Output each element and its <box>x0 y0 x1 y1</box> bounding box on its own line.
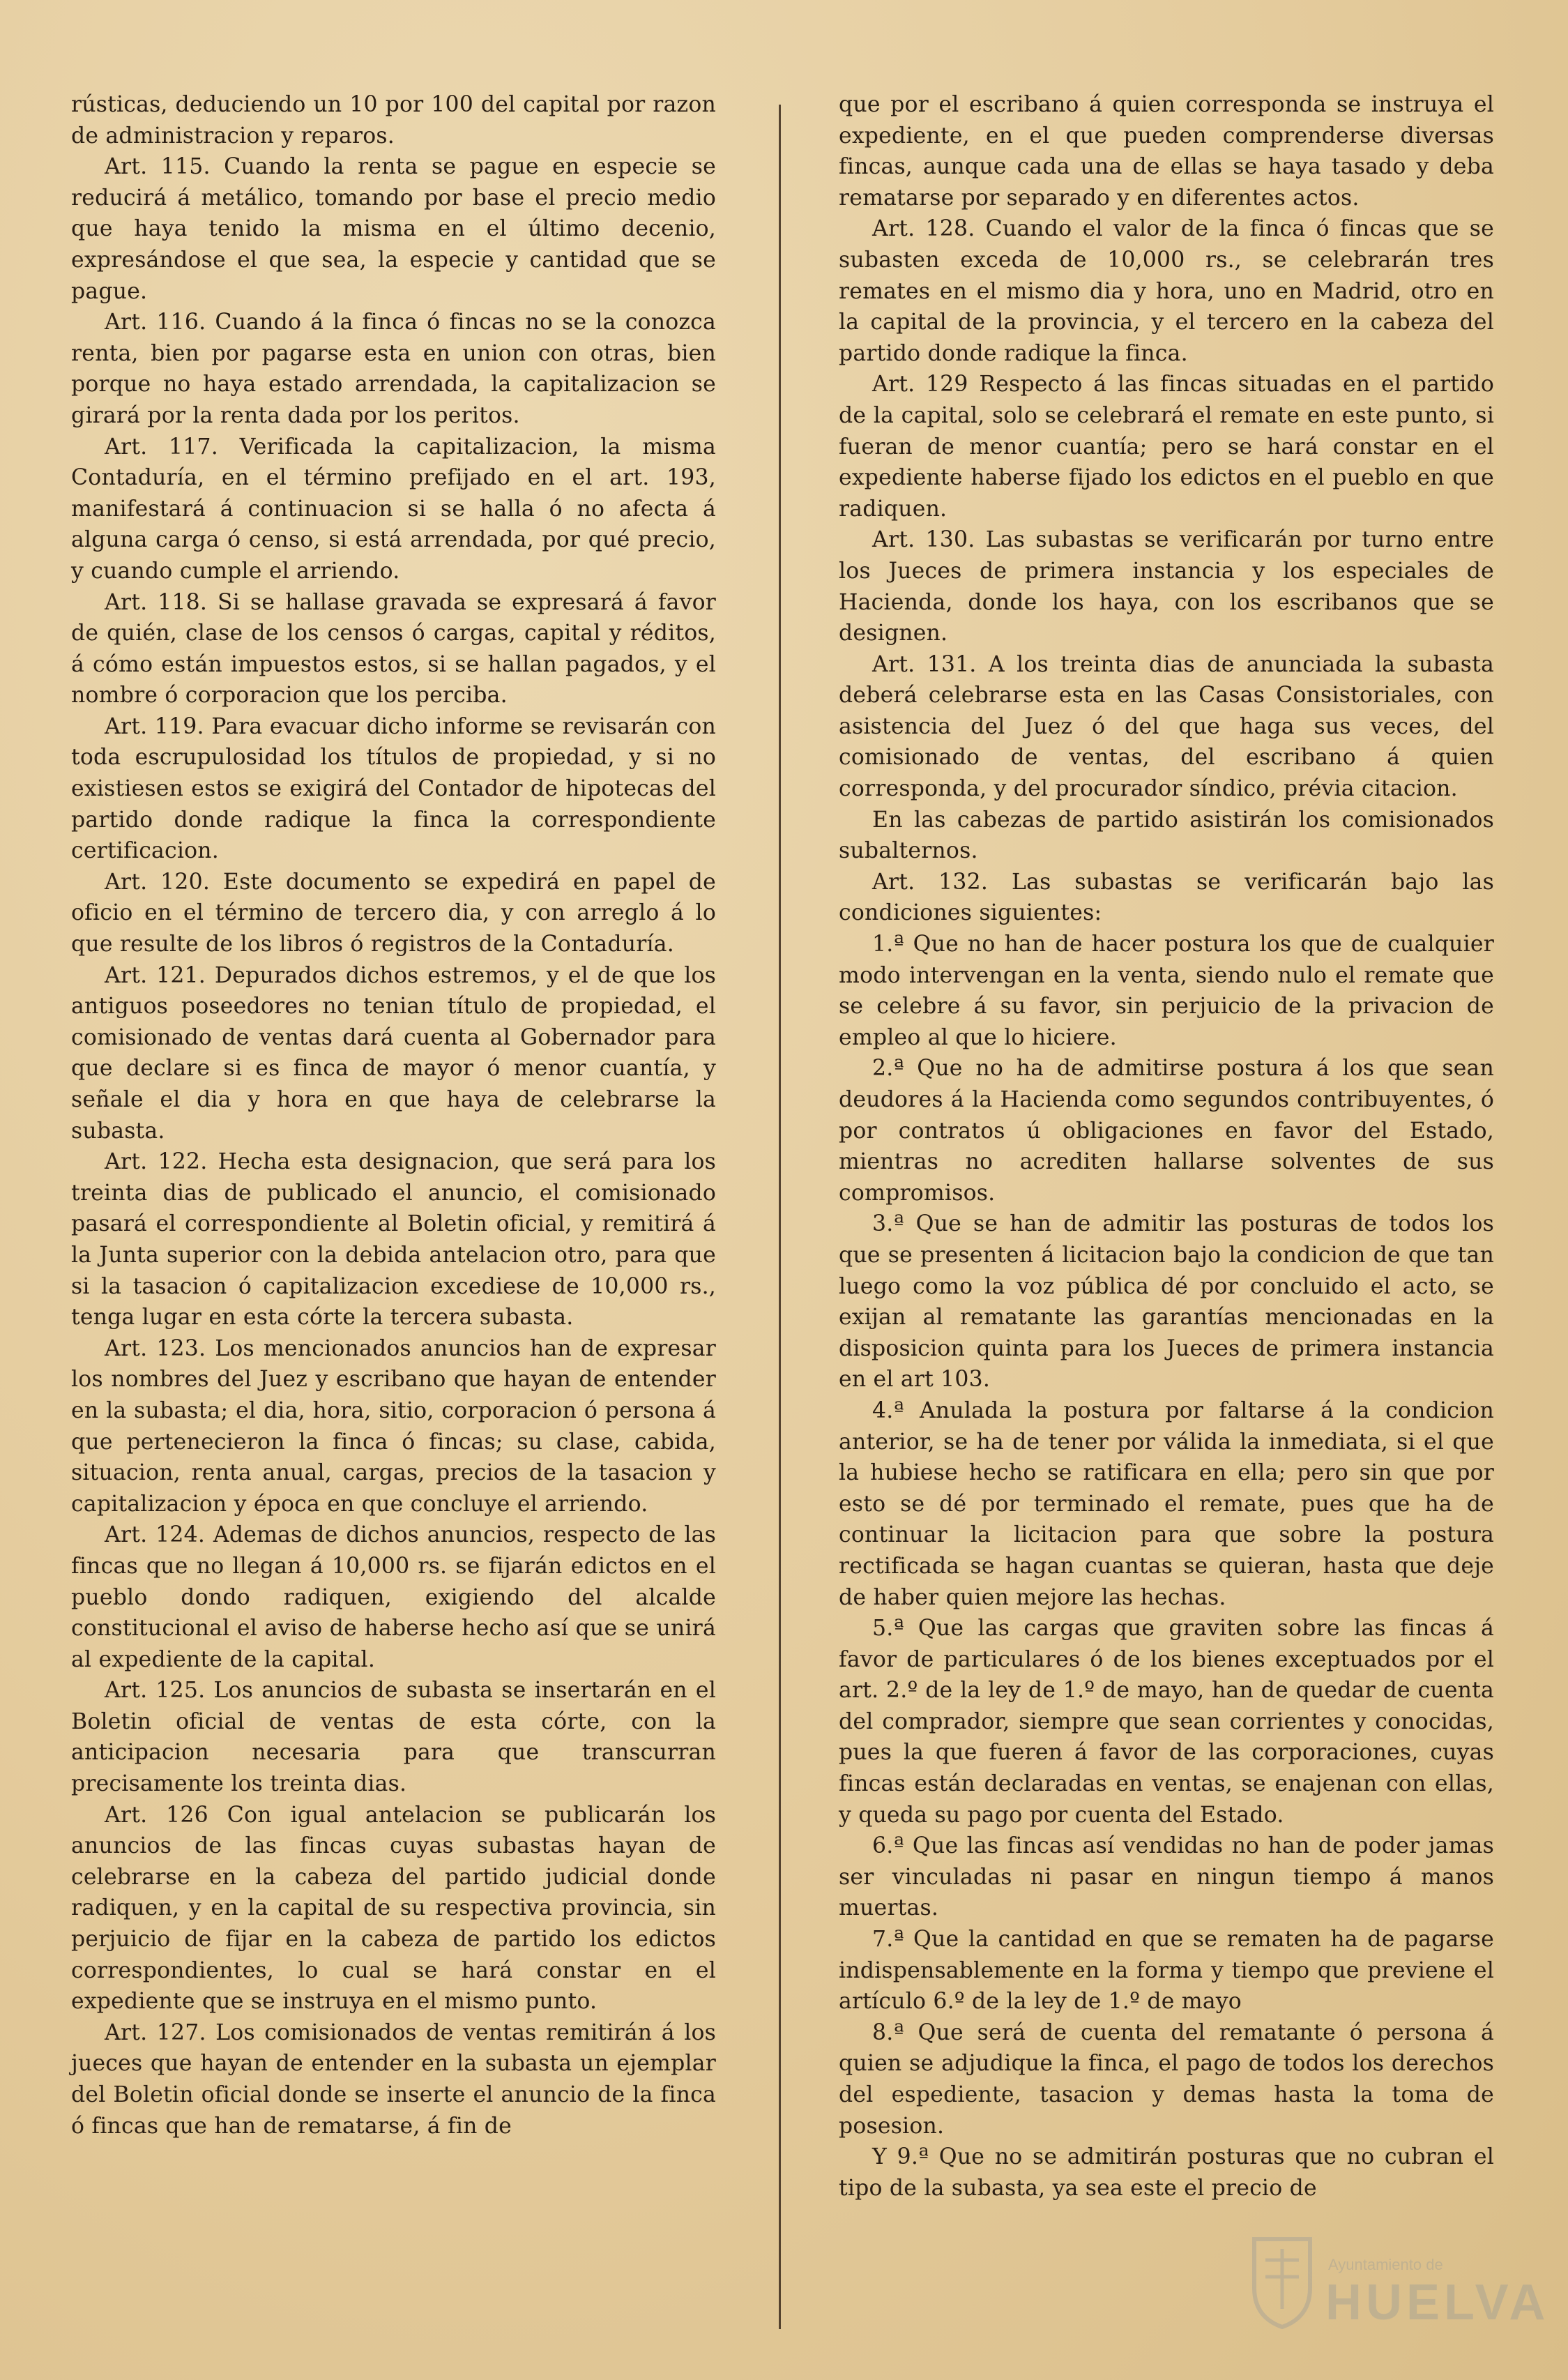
paragraph: 3.ª Que se han de admitir las posturas de todos los que se presenten á licitacion bajo la condicion de que tan luego como la voz pública dé por concluido el acto, se exijan al rematante las garantías mencionadas en la disposicion quinta para los Jueces de primera instancia en el art 103. <box>839 1211 1494 1393</box>
paragraph: Art. 122. Hecha esta designacion, que será para los treinta dias de publicado el anuncio, el comisionado pasará el correspondiente al Boletin oficial, y remitirá á la Junta superior con la debida antelacion otro, para que si la tasacion ó capitalizacion excediese de 10,000 rs., tenga lugar en esta córte la tercera subasta. <box>71 1149 716 1331</box>
paragraph: Art. 125. Los anuncios de subasta se insertarán en el Boletin oficial de ventas de esta córte, con la anticipacion necesaria para que transcurran precisamente los treinta dias. <box>71 1678 716 1797</box>
paragraph: 2.ª Que no ha de admitirse postura á los que sean deudores á la Hacienda como segundos contribuyentes, ó por contratos ú obligaciones en favor del Estado, mientras no acrediten hallarse solventes de sus compromisos. <box>839 1056 1494 1206</box>
paragraph: Art. 130. Las subastas se verificarán por turno entre los Jueces de primera instancia y los especiales de Hacienda, donde los haya, con los escribanos que se designen. <box>839 527 1494 646</box>
watermark-line2: HUELVA <box>1325 2275 1550 2330</box>
paragraph: Art. 117. Verificada la capitalizacion, la misma Contaduría, en el término prefijado en el art. 193, manifestará á continuacion si se halla ó no afecta á alguna carga ó censo, si está arrendada, por qué precio, y cuando cumple el arriendo. <box>71 434 716 584</box>
paragraph: Y 9.ª Que no se admitirán posturas que no cubran el tipo de la subasta, ya sea este el precio de <box>839 2144 1494 2201</box>
paragraph: Art. 115. Cuando la renta se pague en especie se reducirá á metálico, tomando por base el precio medio que haya tenido la misma en el último decenio, expresándose el que sea, la especie y cantidad que se pague. <box>71 154 716 304</box>
paragraph: Art. 116. Cuando á la finca ó fincas no se la conozca renta, bien por pagarse esta en union con otras, bien porque no haya estado arrendada, la capitalizacion se girará por la renta dada por los peritos. <box>71 310 716 428</box>
paragraph: que por el escribano á quien corresponda se instruya el expediente, en el que pueden comprenderse diversas fincas, aunque cada una de ellas se haya tasado y deba rematarse por separado y en diferentes actos. <box>839 92 1494 211</box>
paragraph: En las cabezas de partido asistirán los comisionados subalternos. <box>839 807 1494 864</box>
paragraph: Art. 121. Depurados dichos estremos, y el de que los antiguos poseedores no tenian título de propiedad, el comisionado de ventas dará cuenta al Gobernador para que declare si es finca de mayor ó menor cuantía, y señale el dia y hora en que haya de celebrarse la subasta. <box>71 962 716 1144</box>
left-column <box>71 89 716 2142</box>
paragraph: rústicas, deduciendo un 10 por 100 del capital por razon de administracion y reparos. <box>71 92 716 149</box>
paragraph: 7.ª Que la cantidad en que se rematen ha de pagarse indispensablemente en la forma y tiempo que previene el artículo 6.º de la ley de 1.º de mayo <box>839 1927 1494 2015</box>
paragraph: 8.ª Que será de cuenta del rematante ó persona á quien se adjudique la finca, el pago de todos los derechos del espediente, tasacion y demas hasta la toma de posesion. <box>839 2019 1494 2139</box>
paragraph: 4.ª Anulada la postura por faltarse á la condicion anterior, se ha de tener por válida la inmediata, si el que la hubiese hecho se ratificara en ella; pero sin que por esto se dé por terminado el remate, pues que ha de continuar la licitacion para que sobre la postura rectificada se hagan cuantas se quieran, hasta que deje de haber quien mejore las hechas. <box>839 1397 1494 1610</box>
paragraph: Art. 124. Ademas de dichos anuncios, respecto de las fincas que no llegan á 10,000 rs. se fijarán edictos en el pueblo dondo radiquen, exigiendo del alcalde constitucional el aviso de haberse hecho así que se unirá al expediente de la capital. <box>71 1522 716 1672</box>
paragraph: Art. 123. Los mencionados anuncios han de expresar los nombres del Juez y escribano que hayan de entender en la subasta; el dia, hora, sitio, corporacion ó persona á que pertenecieron la finca ó fincas; su clase, cabida, situacion, renta anual, cargas, precios de la tasacion y capitalizacion y época en que concluye el arriendo. <box>71 1335 716 1517</box>
paragraph: Art. 120. Este documento se expedirá en papel de oficio en el término de tercero dia, y con arreglo á lo que resulte de los libros ó registros de la Contaduría. <box>71 869 716 957</box>
right-column <box>839 89 1494 2204</box>
paragraph: Art. 129 Respecto á las fincas situadas en el partido de la capital, solo se celebrará el remate en este punto, si fueran de menor cuantía; pero se hará constar en el expediente haberse fijado los edictos en el pueblo en que radiquen. <box>839 372 1494 522</box>
paragraph: Art. 128. Cuando el valor de la finca ó fincas que se subasten exceda de 10,000 rs., se celebrarán tres remates en el mismo dia y hora, uno en Madrid, otro en la capital de la provincia, y el tercero en la cabeza del partido donde radique la finca. <box>839 216 1494 366</box>
paragraph: Art. 118. Si se hallase gravada se expresará á favor de quién, clase de los censos ó cargas, capital y réditos, á cómo están impuestos estos, si se hallan pagados, y el nombre ó corporacion que los perciba. <box>71 589 716 708</box>
paragraph: Art. 131. A los treinta dias de anunciada la subasta deberá celebrarse esta en las Casas Consistoriales, con asistencia del Juez ó del que haga sus veces, del comisionado de ventas, del escribano á quien corresponda, y del procurador síndico, prévia citacion. <box>839 651 1494 802</box>
watermark <box>1242 2213 1550 2352</box>
paragraph: Art. 132. Las subastas se verificarán bajo las condiciones siguientes: <box>839 869 1494 926</box>
paragraph: 1.ª Que no han de hacer postura los que de cualquier modo intervengan en la venta, siendo nulo el remate que se celebre á su favor, sin perjuicio de la privacion de empleo al que lo hiciere. <box>839 932 1494 1050</box>
paragraph: Art. 119. Para evacuar dicho informe se revisarán con toda escrupulosidad los títulos de propiedad, y si no existiesen estos se exigirá del Contador de hipotecas del partido donde radique la finca la correspondiente certificacion. <box>71 713 716 864</box>
coat-of-arms-icon <box>1249 2232 1316 2330</box>
paragraph: 5.ª Que las cargas que graviten sobre las fincas á favor de particulares ó de los bienes exceptuados por el art. 2.º de la ley de 1.º de mayo, han de quedar de cuenta del comprador, siempre que sean corrientes y conocidas, pues la que fueren á favor de las corporaciones, cuyas fincas están declaradas en ventas, se enajenan con ellas, y queda su pago por cuenta del Estado. <box>839 1616 1494 1828</box>
watermark-line1: Ayuntamiento de <box>1328 2256 1443 2273</box>
paragraph: 6.ª Que las fincas así vendidas no han de poder jamas ser vinculadas ni pasar en ningun tiempo á manos muertas. <box>839 1833 1494 1921</box>
paragraph: Art. 126 Con igual antelacion se publicarán los anuncios de las fincas cuyas subastas hayan de celebrarse en la cabeza del partido judicial donde radiquen, y en la capital de su respectiva provincia, sin perjuicio de fijar en la cabeza de partido los edictos correspondientes, lo cual se hará constar en el expediente que se instruya en el mismo punto. <box>71 1802 716 2015</box>
column-divider <box>779 105 781 2329</box>
paragraph: Art. 127. Los comisionados de ventas remitirán á los jueces que hayan de entender en la subasta un ejemplar del Boletin oficial donde se inserte el anuncio de la finca ó fincas que han de rematarse, á fin de <box>71 2019 716 2139</box>
